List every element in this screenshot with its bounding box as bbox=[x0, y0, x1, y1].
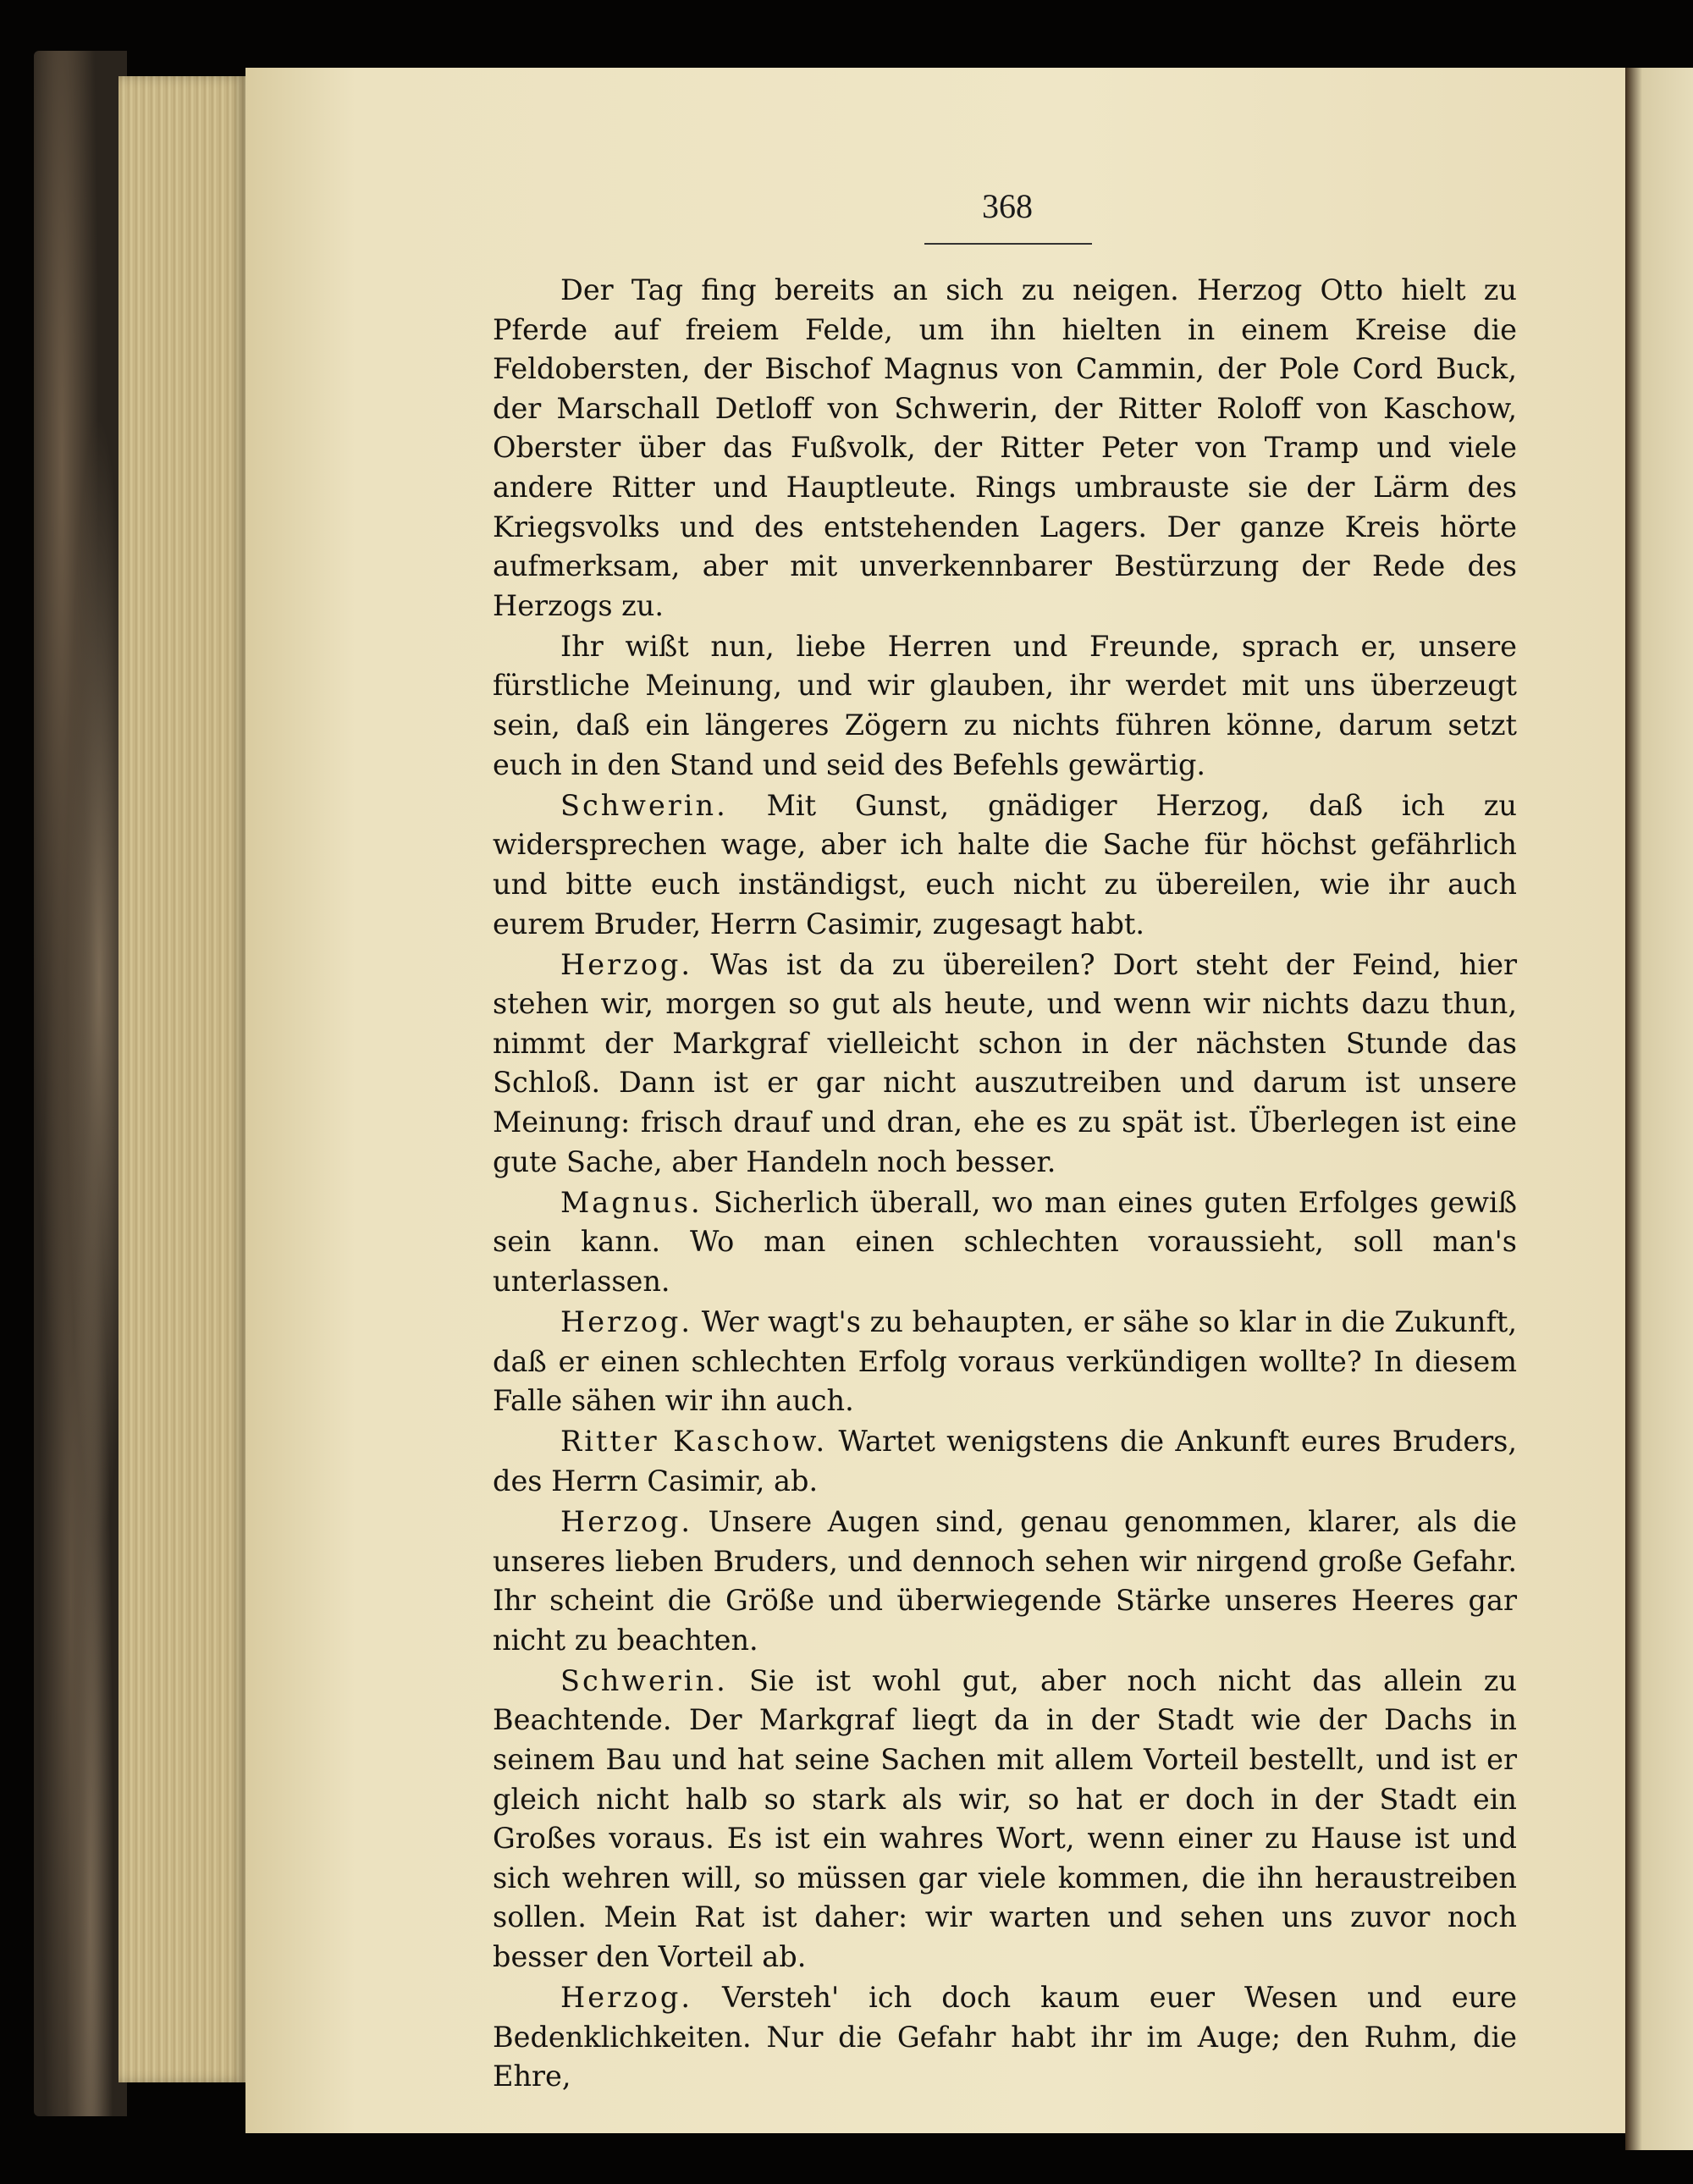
paragraph-text: Ihr wißt nun, liebe Herren und Freunde, sprach er, unsere fürstliche Meinung, und wir glauben, ihr werdet mit uns überzeugt sein, daß ein längeres Zögern zu nichts führen könne, darum setzt euch in den Stand und seid des Befehls gewärtig. bbox=[493, 629, 1517, 781]
speaker-label: Herzog. bbox=[560, 1504, 692, 1538]
page-number-rule bbox=[924, 243, 1092, 245]
speaker-label: Herzog. bbox=[560, 947, 692, 981]
paragraph bbox=[493, 1303, 1517, 1421]
paragraph-text: Mit Gunst, gnädiger Herzog, daß ich zu widersprechen wage, aber ich halte die Sache für höchst gefährlich und bitte euch inständigst, euch nicht zu übereilen, wie ihr auch eurem Bruder, Herrn Casimir, zugesagt habt. bbox=[493, 788, 1517, 940]
facing-page-edge bbox=[1625, 68, 1693, 2150]
speaker-label: Schwerin. bbox=[560, 788, 728, 822]
paragraph bbox=[493, 786, 1517, 944]
paragraph bbox=[493, 627, 1517, 785]
paragraph-text: Sicherlich überall, wo man eines guten Erfolges gewiß sein kann. Wo man einen schlechten voraussieht, soll man's unterlassen. bbox=[493, 1185, 1517, 1298]
speaker-label: Magnus. bbox=[560, 1185, 703, 1219]
paragraph-text: Wer wagt's zu behaupten, er sähe so klar in die Zukunft, daß er einen schlechten Erfolg voraus verkündigen wollte? In diesem Falle sähen wir ihn auch. bbox=[493, 1304, 1518, 1418]
paragraph-text: Der Tag fing bereits an sich zu neigen. Herzog Otto hielt zu Pferde auf freiem Felde, um ihn hielten in einem Kreise die Feldobersten, der Bischof Magnus von Cammin, der Pole Cord Buck, der Marschall Detloff von Schwerin, der Ritter Roloff von Kaschow, Oberster über das Fußvolk, der Ritter Peter von Tramp und viele andere Ritter und Hauptleute. Rings umbrauste sie der Lärm des Kriegsvolks und des entstehenden Lagers. Der ganze Kreis hörte aufmerksam, aber mit unverkennbarer Bestürzung der Rede des Herzogs zu. bbox=[493, 273, 1517, 622]
paragraph bbox=[493, 1662, 1517, 1977]
paragraph bbox=[493, 1503, 1517, 1660]
page-edges bbox=[119, 76, 245, 2082]
body-text bbox=[493, 271, 1517, 2098]
paragraph bbox=[493, 1422, 1517, 1501]
paragraph-text: Unsere Augen sind, genau genommen, klarer, als die unseres lieben Bruders, und dennoch sehen wir nirgend große Gefahr. Ihr scheint die Größe und überwiegende Stärke unseres Heeres gar nicht zu beachten. bbox=[493, 1504, 1517, 1657]
paragraph bbox=[493, 1183, 1517, 1302]
page-number: 368 bbox=[982, 187, 1033, 225]
paragraph-text: Was ist da zu übereilen? Dort steht der Feind, hier stehen wir, morgen so gut als heute, und wenn wir nichts dazu thun, nimmt der Markgraf vielleicht schon in der nächsten Stunde das Schloß. Dann ist er gar nicht auszutreiben und darum ist unsere Meinung: frisch drauf und dran, ehe es zu spät ist. Überlegen ist eine gute Sache, aber Handeln noch besser. bbox=[493, 947, 1518, 1178]
paragraph-text: Wartet wenigstens die Ankunft eures Bruders, des Herrn Casimir, ab. bbox=[493, 1425, 1517, 1497]
paragraph bbox=[493, 271, 1517, 626]
paragraph bbox=[493, 946, 1517, 1183]
paragraph bbox=[493, 1978, 1517, 2097]
speaker-label: Schwerin. bbox=[560, 1663, 728, 1697]
speaker-label: Herzog. bbox=[560, 1981, 692, 2015]
speaker-label: Herzog. bbox=[560, 1304, 692, 1338]
paragraph-text: Versteh' ich doch kaum euer Wesen und eure Bedenklichkeiten. Nur die Gefahr habt ihr im Auge; den Ruhm, die Ehre, bbox=[493, 1981, 1517, 2093]
speaker-label: Ritter Kaschow. bbox=[560, 1425, 828, 1459]
book-cover bbox=[34, 51, 127, 2116]
paragraph-text: Sie ist wohl gut, aber noch nicht das allein zu Beachtende. Der Markgraf liegt da in der Stadt wie der Dachs in seinem Bau und hat seine Sachen mit allem Vorteil bestellt, und ist er gleich nicht halb so stark als wir, so hat er doch in der Stadt ein Großes voraus. Es ist ein wahres Wort, wenn einer zu Hause ist und sich wehren will, so müssen gar viele kommen, die ihn heraustreiben sollen. Mein Rat ist daher: wir warten und sehen uns zuvor noch besser den Vorteil ab. bbox=[493, 1663, 1518, 1973]
